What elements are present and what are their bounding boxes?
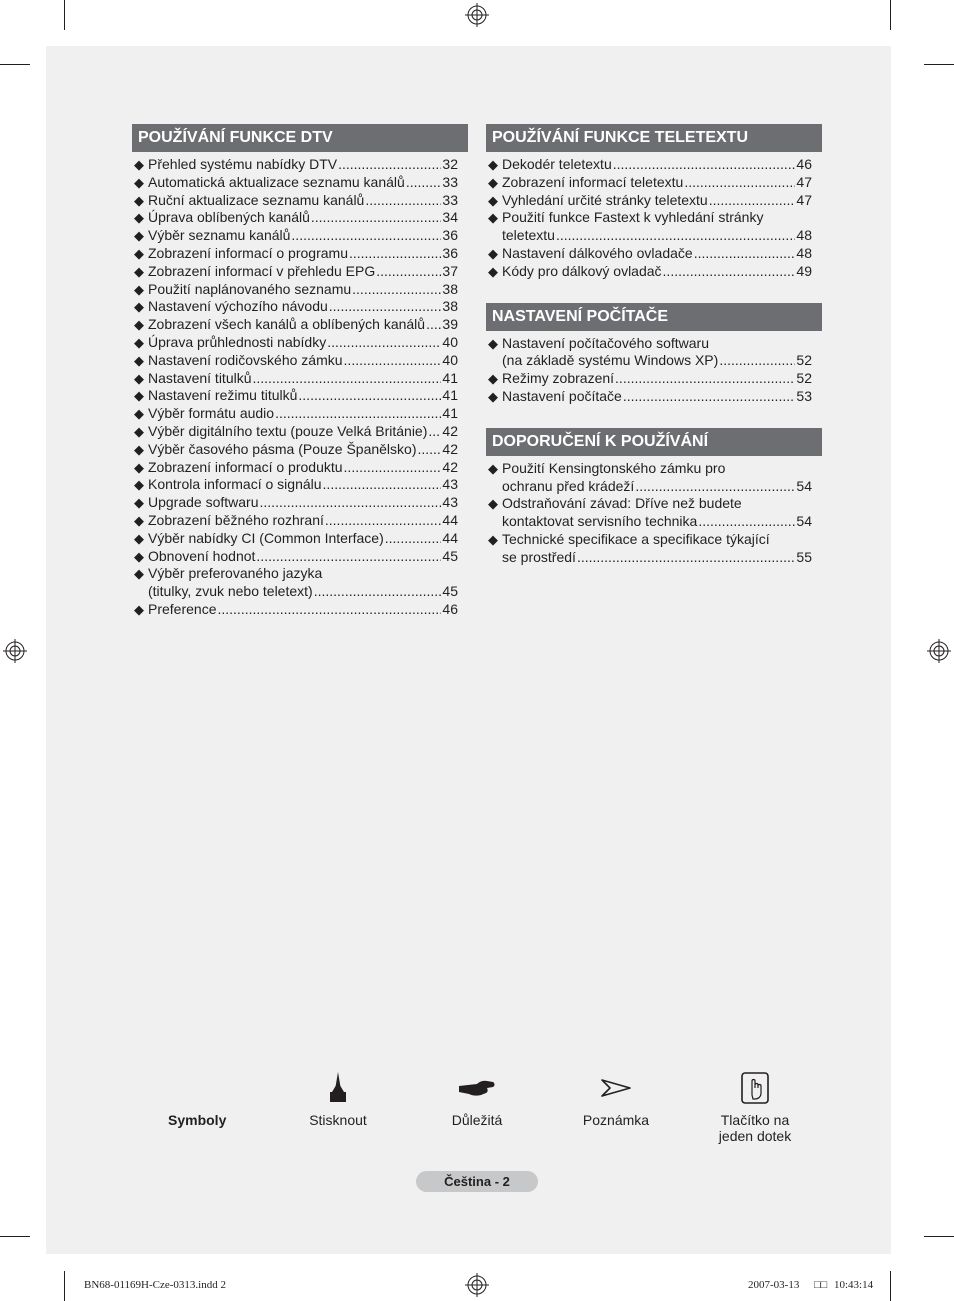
toc-page-number: 53 [796, 387, 812, 404]
bullet-diamond-icon: ◆ [134, 601, 144, 617]
toc-entry-text: Režimy zobrazení [502, 370, 615, 387]
toc-entry-row [502, 370, 812, 388]
toc-entry-text: Použití Kensingtonského zámku pro [502, 459, 726, 476]
toc-entry [134, 405, 458, 423]
registration-mark-right [927, 639, 951, 663]
toc-entry-text: Zobrazení informací teletextu [502, 173, 684, 190]
toc-entry [134, 494, 458, 512]
toc-list [132, 156, 468, 619]
toc-page-number: 41 [442, 387, 458, 404]
dot-leader [256, 548, 441, 566]
dot-leader [684, 174, 795, 192]
dot-leader [260, 494, 442, 512]
toc-entry-row [148, 245, 458, 263]
toc-entry-row [502, 192, 812, 210]
toc-page-number: 33 [442, 173, 458, 190]
bullet-diamond-icon: ◆ [488, 371, 498, 387]
bullet-diamond-icon: ◆ [134, 174, 144, 190]
dot-leader [327, 334, 441, 352]
footer-file: BN68-01169H-Cze-0313.indd 2 [84, 1279, 226, 1291]
bullet-diamond-icon: ◆ [488, 157, 498, 172]
toc-entry-row [148, 156, 458, 174]
toc-page-number: 46 [442, 600, 458, 617]
toc-entry-text: Úprava oblíbených kanálů [148, 209, 310, 226]
bullet-diamond-icon: ◆ [488, 210, 498, 226]
toc-entry [488, 263, 812, 281]
toc-entry [134, 548, 458, 566]
important-hand-icon [457, 1076, 497, 1100]
symbols-title: Symboly [168, 1112, 227, 1128]
bullet-diamond-icon: ◆ [488, 263, 498, 279]
toc-page-number: 49 [796, 262, 812, 279]
toc-entry [134, 423, 458, 441]
toc-page-number: 43 [442, 476, 458, 493]
toc-page-number: 40 [442, 351, 458, 368]
toc-entry-row [502, 263, 812, 281]
toc-entry [134, 512, 458, 530]
toc-page-number: 44 [442, 529, 458, 546]
toc-entry-row [148, 548, 458, 566]
toc-page-number: 48 [796, 244, 812, 261]
toc-entry-row [502, 156, 812, 174]
one-touch-button-icon [740, 1071, 770, 1105]
toc-entry-row [148, 209, 458, 227]
toc-section [486, 124, 822, 281]
page-number-badge: Čeština - 2 [416, 1171, 538, 1192]
toc-entry-text: Kódy pro dálkový ovladač [502, 262, 662, 279]
toc-entry [134, 476, 458, 494]
dot-leader [376, 263, 441, 281]
toc-entry-text: Přehled systému nabídky DTV [148, 156, 338, 172]
toc-entry [134, 156, 458, 174]
toc-entry-text: Zobrazení informací v přehledu EPG [148, 262, 376, 279]
symbol-label-line: Tlačítko na [720, 1112, 790, 1128]
dot-leader [428, 423, 441, 441]
toc-entry-row [502, 352, 812, 370]
toc-entry [134, 192, 458, 210]
toc-entry-text: Obnovení hodnot [148, 547, 256, 564]
toc-entry-row [148, 334, 458, 352]
toc-entry [134, 370, 458, 388]
toc-page-number: 52 [796, 352, 812, 369]
toc-entry [488, 495, 812, 531]
toc-page-number: 33 [442, 191, 458, 208]
toc-entry-row [148, 583, 458, 601]
bullet-diamond-icon: ◆ [134, 530, 144, 546]
toc-page-number: 41 [442, 369, 458, 386]
toc-entry-row [148, 459, 458, 477]
toc-page-number: 32 [442, 156, 458, 172]
dot-leader [698, 513, 795, 531]
toc-entry-text: Nastavení počítače [502, 387, 622, 404]
toc-page-number: 41 [442, 405, 458, 422]
toc-entry-row [148, 601, 458, 619]
toc-entry-text: Nastavení počítačového softwaru [502, 334, 710, 351]
toc-page-number: 38 [442, 298, 458, 315]
toc-entry-row [148, 423, 458, 441]
toc-entry [134, 601, 458, 619]
toc-page-number: 47 [796, 173, 812, 190]
dot-leader [663, 263, 796, 281]
bullet-diamond-icon: ◆ [134, 263, 144, 279]
bullet-diamond-icon: ◆ [488, 245, 498, 261]
toc-entry-text: Preference [148, 600, 217, 617]
bullet-diamond-icon: ◆ [134, 228, 144, 244]
dot-leader [314, 583, 442, 601]
toc-entry-text: Kontrola informací o signálu [148, 476, 322, 493]
toc-page-number: 42 [442, 440, 458, 457]
toc-page-number: 54 [796, 513, 812, 530]
dot-leader [311, 209, 442, 227]
toc-list [486, 460, 822, 567]
toc-list [486, 156, 822, 281]
toc-page-number: 48 [796, 227, 812, 244]
toc-page-number: 47 [796, 191, 812, 208]
toc-entry [488, 174, 812, 192]
symbols-legend [160, 1070, 840, 1150]
toc-entry-text: se prostředí [502, 548, 576, 565]
toc-entry [488, 192, 812, 210]
toc-entry-text: Ruční aktualizace seznamu kanálů [148, 191, 365, 208]
toc-entry-text: Použití naplánovaného seznamu [148, 280, 352, 297]
toc-entry-row [148, 316, 458, 334]
dot-leader [426, 316, 441, 334]
dot-leader [349, 245, 441, 263]
toc-page-number: 46 [796, 156, 812, 172]
toc-section [486, 428, 822, 567]
toc-page-number: 38 [442, 280, 458, 297]
dot-leader [344, 352, 442, 370]
bullet-diamond-icon: ◆ [134, 192, 144, 208]
toc-entry [488, 245, 812, 263]
registration-mark-bottom [465, 1273, 489, 1297]
bullet-diamond-icon: ◆ [134, 406, 144, 422]
toc-entry-text: Nastavení dálkového ovladače [502, 244, 693, 261]
bullet-diamond-icon: ◆ [134, 459, 144, 475]
dot-leader [709, 192, 796, 210]
toc-entry-text: Výběr formátu audio [148, 405, 275, 422]
toc-entry-text: Výběr nabídky CI (Common Interface) [148, 529, 384, 546]
note-arrow-icon [600, 1078, 632, 1098]
toc-page-number: 37 [442, 262, 458, 279]
dot-leader [694, 245, 796, 263]
bullet-diamond-icon: ◆ [488, 531, 498, 547]
bullet-diamond-icon: ◆ [134, 512, 144, 528]
toc-section [486, 303, 822, 406]
toc-entry-text: (titulky, zvuk nebo teletext) [148, 583, 313, 600]
toc-entry [134, 209, 458, 227]
toc-page-number: 45 [442, 547, 458, 564]
footer-time: 10:43:14 [834, 1279, 874, 1291]
section-heading: DOPORUČENÍ K POUŽÍVÁNÍ [486, 428, 822, 456]
toc-entry-text: Výběr digitálního textu (pouze Velká Británie) [148, 422, 428, 439]
symbol-important [422, 1070, 532, 1128]
dot-leader [365, 192, 441, 210]
toc-entry-text: Nastavení režimu titulků [148, 387, 298, 404]
dot-leader [298, 387, 441, 405]
toc-entry-row [502, 478, 812, 496]
dot-leader [556, 227, 795, 245]
toc-entry-text: Nastavení výchozího návodu [148, 298, 328, 315]
bullet-diamond-icon: ◆ [488, 388, 498, 404]
bullet-diamond-icon: ◆ [134, 370, 144, 386]
toc-entry-row [148, 476, 458, 494]
toc-entry-row [502, 549, 812, 567]
toc-entry-row [148, 370, 458, 388]
toc-entry [134, 245, 458, 263]
toc-entry-text: Zobrazení informací o programu [148, 244, 348, 261]
dot-leader [577, 549, 795, 567]
symbol-note [561, 1070, 671, 1128]
toc-entry-text: Dekodér teletextu [502, 156, 612, 172]
dot-leader [406, 174, 442, 192]
toc-entry [134, 334, 458, 352]
toc-entry [134, 565, 458, 601]
footer-date: 2007-03-13 [748, 1279, 800, 1291]
toc-entry-text: Nastavení rodičovského zámku [148, 351, 343, 368]
toc-entry-text: teletextu [502, 227, 555, 244]
toc-entry-row [502, 388, 812, 406]
toc-entry-text: Použití funkce Fastext k vyhledání stránky [502, 209, 764, 226]
symbol-label-line: jeden dotek [718, 1128, 792, 1144]
dot-leader [217, 601, 441, 619]
toc-entry-row [148, 530, 458, 548]
dot-leader [352, 281, 441, 299]
bullet-diamond-icon: ◆ [134, 299, 144, 315]
bullet-diamond-icon: ◆ [134, 477, 144, 493]
toc-entry [134, 174, 458, 192]
bullet-diamond-icon: ◆ [134, 334, 144, 350]
toc-entry [488, 531, 812, 567]
symbol-label-line: Důležitá [451, 1112, 503, 1128]
toc-entry-row [502, 245, 812, 263]
toc-entry-text: Nastavení titulků [148, 369, 252, 386]
bullet-diamond-icon: ◆ [488, 460, 498, 476]
bullet-diamond-icon: ◆ [134, 423, 144, 439]
toc-entry-text: Výběr časového pásma (Pouze Španělsko) [148, 440, 417, 457]
toc-entry-text: Odstraňování závad: Dříve než budete [502, 495, 742, 512]
toc-entry [488, 370, 812, 388]
toc-entry-text: Zobrazení všech kanálů a oblíbených kanálů [148, 316, 426, 333]
toc-page-number: 40 [442, 333, 458, 350]
toc-entry [134, 459, 458, 477]
toc-list [486, 335, 822, 406]
toc-entry-row [148, 512, 458, 530]
toc-entry [488, 156, 812, 174]
toc-entry [134, 298, 458, 316]
toc-entry-text: Upgrade softwaru [148, 494, 259, 511]
dot-leader [417, 441, 441, 459]
dot-leader [338, 156, 441, 174]
dot-leader [613, 156, 796, 174]
footer-marks: □□ [814, 1279, 828, 1291]
toc-page-number: 39 [442, 316, 458, 333]
registration-mark-top [465, 3, 489, 27]
toc-entry [488, 209, 812, 245]
section-heading: POUŽÍVÁNÍ FUNKCE TELETEXTU [486, 124, 822, 152]
bullet-diamond-icon: ◆ [488, 192, 498, 208]
bullet-diamond-icon: ◆ [134, 495, 144, 511]
toc-entry-text: Výběr seznamu kanálů [148, 227, 291, 244]
toc-entry-text: (na základě systému Windows XP) [502, 352, 719, 369]
dot-leader [275, 405, 441, 423]
toc-entry-row [148, 387, 458, 405]
toc-page-number: 54 [796, 477, 812, 494]
toc-entry-row [148, 174, 458, 192]
symbol-label-line: Poznámka [582, 1112, 650, 1128]
section-heading: POUŽÍVÁNÍ FUNKCE DTV [132, 124, 468, 152]
dot-leader [635, 478, 795, 496]
toc-entry-row [148, 352, 458, 370]
toc-entry-text: ochranu před krádeží [502, 477, 635, 494]
bullet-diamond-icon: ◆ [488, 496, 498, 512]
toc-page-number: 44 [442, 511, 458, 528]
toc-entry-row [502, 227, 812, 245]
dot-leader [323, 476, 442, 494]
toc-entry-text: Zobrazení informací o produktu [148, 458, 343, 475]
toc-entry-row [502, 513, 812, 531]
registration-mark-left [3, 639, 27, 663]
toc-entry [488, 335, 812, 371]
toc-entry [134, 530, 458, 548]
toc-entry-row [148, 263, 458, 281]
dot-leader [615, 370, 795, 388]
toc-right-column [486, 124, 822, 589]
bullet-diamond-icon: ◆ [134, 281, 144, 297]
toc-entry [134, 227, 458, 245]
toc-entry [134, 352, 458, 370]
toc-entry-row [148, 192, 458, 210]
bullet-diamond-icon: ◆ [134, 548, 144, 564]
dot-leader [385, 530, 442, 548]
toc-section [132, 124, 468, 619]
toc-entry-text: Zobrazení běžného rozhraní [148, 511, 324, 528]
toc-page-number: 55 [796, 548, 812, 565]
toc-entry [134, 316, 458, 334]
toc-entry [134, 281, 458, 299]
bullet-diamond-icon: ◆ [134, 352, 144, 368]
toc-entry-row [148, 441, 458, 459]
toc-page-number: 42 [442, 422, 458, 439]
toc-page-number: 42 [442, 458, 458, 475]
toc-page-number: 43 [442, 494, 458, 511]
symbol-press [283, 1070, 393, 1128]
bullet-diamond-icon: ◆ [134, 388, 144, 404]
toc-entry-row [148, 405, 458, 423]
toc-entry [488, 460, 812, 496]
toc-entry-text: Technické specifikace a specifikace týkající [502, 530, 770, 547]
bullet-diamond-icon: ◆ [134, 210, 144, 226]
toc-entry-row [148, 281, 458, 299]
toc-entry [488, 388, 812, 406]
toc-entry-text: Vyhledání určité stránky teletextu [502, 191, 708, 208]
toc-page-number: 36 [442, 227, 458, 244]
toc-entry [134, 441, 458, 459]
toc-left-column [132, 124, 468, 641]
dot-leader [344, 459, 442, 477]
section-heading: NASTAVENÍ POČÍTAČE [486, 303, 822, 331]
bullet-diamond-icon: ◆ [134, 157, 144, 172]
toc-entry-row [148, 227, 458, 245]
toc-entry-row [148, 494, 458, 512]
toc-entry-text: Automatická aktualizace seznamu kanálů [148, 173, 405, 190]
symbol-one-touch [700, 1070, 810, 1144]
toc-page-number: 45 [442, 583, 458, 600]
dot-leader [325, 512, 442, 530]
dot-leader [329, 298, 442, 316]
toc-entry-text: Úprava průhlednosti nabídky [148, 333, 327, 350]
toc-entry [134, 263, 458, 281]
symbol-label-line: Stisknout [309, 1112, 367, 1128]
press-icon [328, 1070, 348, 1106]
bullet-diamond-icon: ◆ [488, 335, 498, 351]
toc-entry-text: kontaktovat servisního technika [502, 513, 698, 530]
bullet-diamond-icon: ◆ [134, 245, 144, 261]
toc-entry-text: Výběr preferovaného jazyka [148, 565, 323, 582]
toc-entry [134, 387, 458, 405]
dot-leader [623, 388, 796, 406]
bullet-diamond-icon: ◆ [488, 174, 498, 190]
dot-leader [253, 370, 442, 388]
toc-page-number: 36 [442, 244, 458, 261]
dot-leader [291, 227, 441, 245]
bullet-diamond-icon: ◆ [134, 317, 144, 333]
toc-entry-row [148, 298, 458, 316]
toc-page-number: 34 [442, 209, 458, 226]
toc-page-number: 52 [796, 370, 812, 387]
bullet-diamond-icon: ◆ [134, 566, 144, 582]
dot-leader [719, 352, 795, 370]
bullet-diamond-icon: ◆ [134, 441, 144, 457]
toc-entry-row [502, 174, 812, 192]
